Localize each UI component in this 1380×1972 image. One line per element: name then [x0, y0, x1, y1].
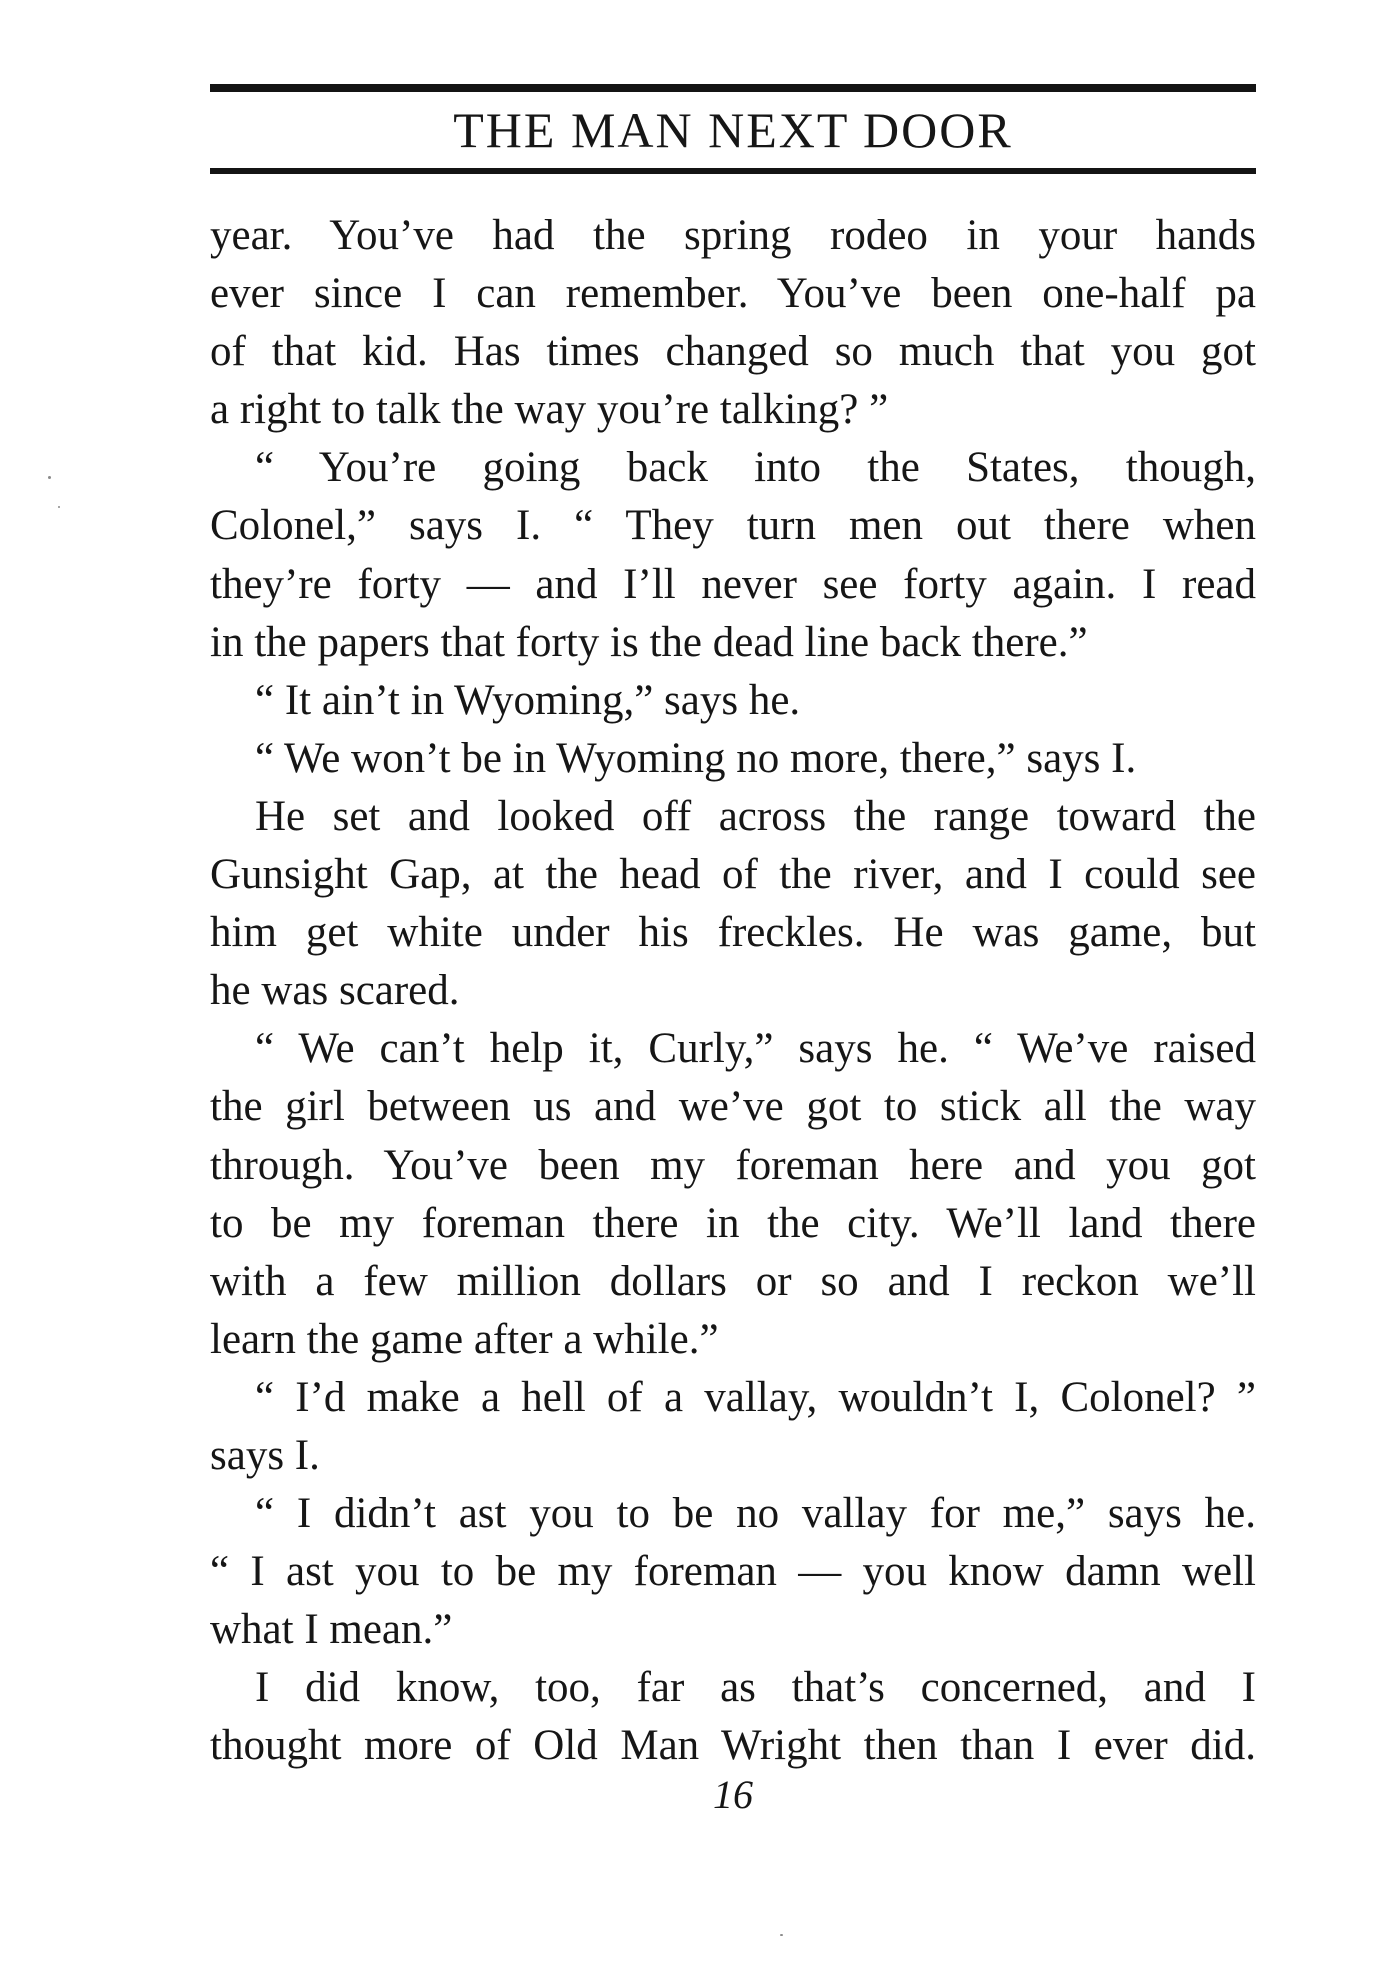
text-line: he was scared.	[210, 967, 460, 1015]
text-line: “ I’d make a hell of a vallay, wouldn’t I, Colonel? ”	[255, 1373, 1256, 1421]
paper-speck	[48, 476, 51, 479]
text-line: thought more of Old Man Wright then than I ever did.	[210, 1722, 1256, 1770]
text-line: they’re forty — and I’ll never see forty again. I read	[210, 560, 1256, 608]
text-line: to be my foreman there in the city. We’ll land there	[210, 1199, 1256, 1247]
text-line: “ We won’t be in Wyoming no more, there,” says I.	[255, 734, 1137, 782]
text-line: of that kid. Has times changed so much that you got	[210, 328, 1256, 376]
text-line: him get white under his freckles. He was game, but	[210, 909, 1256, 957]
paper-speck	[58, 506, 60, 508]
text-line: a right to talk the way you’re talking? ”	[210, 386, 889, 434]
body-text	[210, 207, 1256, 1776]
text-line: with a few million dollars or so and I reckon we’ll	[210, 1257, 1256, 1305]
page-number: 16	[713, 1772, 753, 1817]
text-line: He set and looked off across the range toward the	[255, 792, 1256, 840]
text-line: “ We can’t help it, Curly,” says he. “ We’ve raised	[255, 1025, 1256, 1073]
header-rule-top	[210, 84, 1256, 92]
text-line: “ It ain’t in Wyoming,” says he.	[255, 676, 801, 724]
text-line: says I.	[210, 1431, 320, 1479]
text-line: ever since I can remember. You’ve been one-half pa	[210, 270, 1256, 318]
text-line: Gunsight Gap, at the head of the river, and I could see	[210, 851, 1256, 899]
text-line: learn the game after a while.”	[210, 1315, 719, 1363]
running-head: THE MAN NEXT DOOR	[453, 102, 1013, 158]
paper-speck	[780, 1934, 783, 1936]
text-line: “ I didn’t ast you to be no vallay for me,” says he.	[255, 1490, 1256, 1538]
text-line: year. You’ve had the spring rodeo in your hands	[210, 212, 1256, 259]
text-line: Colonel,” says I. “ They turn men out there when	[210, 502, 1256, 550]
text-line: in the papers that forty is the dead line back there.”	[210, 618, 1088, 666]
header-rule-bottom	[210, 168, 1256, 174]
text-line: what I mean.”	[210, 1606, 453, 1654]
text-line: through. You’ve been my foreman here and you got	[210, 1141, 1256, 1189]
text-line: “ I ast you to be my foreman — you know damn well	[210, 1548, 1256, 1596]
text-line: the girl between us and we’ve got to stick all the way	[210, 1083, 1256, 1131]
text-line: I did know, too, far as that’s concerned, and I	[255, 1664, 1256, 1712]
text-line: “ You’re going back into the States, though,	[255, 444, 1256, 492]
